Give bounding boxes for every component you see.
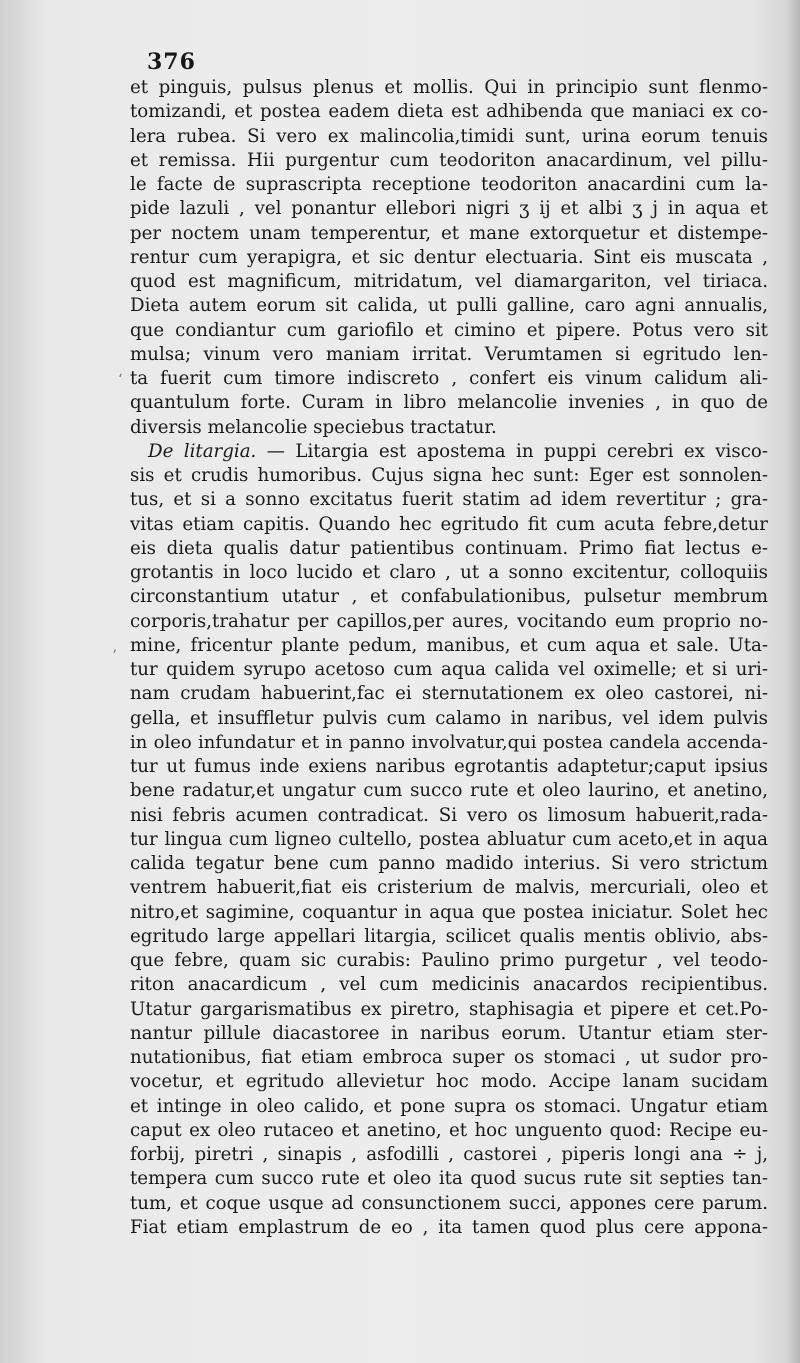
text-line: nam crudam habuerint,fac ei sternutationem ex oleo castorei, ni- xyxy=(130,683,768,705)
section-title: De litargia. xyxy=(148,440,257,462)
text-line: quantulum forte. Curam in libro melancolie invenies , in quo de xyxy=(130,392,768,414)
text-line: rentur cum yerapigra, et sic dentur electuaria. Sint eis muscata , xyxy=(130,246,768,268)
text-line: forbij, piretri , sinapis , asfodilli , castorei , piperis longi ana ÷ j, xyxy=(130,1144,768,1165)
text-line: corporis,trahatur per capillos,per aures, vocitando eum proprio no- xyxy=(130,610,768,632)
text-line: ventrem habuerit,fiat eis cristerium de malvis, mercuriali, oleo et xyxy=(130,877,768,899)
text-line: mine, fricentur plante pedum, manibus, et cum aqua et sale. Uta- xyxy=(130,634,768,656)
text-line: tur ut fumus inde exiens naribus egrotantis adaptetur;caput ipsius xyxy=(130,756,768,777)
text-line: eis dieta qualis datur patientibus continuam. Primo fiat lectus e- xyxy=(130,537,768,559)
text-line: tur lingua cum ligneo cultello, postea abluatur cum aceto,et in aqua xyxy=(130,828,768,850)
text-line: bene radatur,et ungatur cum succo rute et oleo laurino, et anetino, xyxy=(130,780,768,802)
section-heading-line xyxy=(130,440,768,464)
text-line: nisi febris acumen contradicat. Si vero os limosum habuerit,rada- xyxy=(130,804,768,826)
text-line: riton anacardicum , vel cum medicinis anacardos recipientibus. xyxy=(130,974,768,996)
text-line: et pinguis, pulsus plenus et mollis. Qui in principio sunt flenmo- xyxy=(130,77,768,98)
text-line: ta fuerit cum timore indiscreto , confert eis vinum calidum ali- xyxy=(130,368,768,389)
text-line: le facte de suprascripta receptione teodoriton anacardini cum la- xyxy=(130,174,768,195)
text-line: tus, et si a sonno excitatus fuerit statim ad idem revertitur ; gra- xyxy=(130,489,768,511)
text-line: nutationibus, fiat etiam embroca super os stomaci , ut sudor pro- xyxy=(130,1047,768,1068)
page-edge-shadow xyxy=(786,0,800,1363)
text-line: Utatur gargarismatibus ex piretro, staphisagia et pipere et cet.Po- xyxy=(130,998,768,1020)
text-line: vitas etiam capitis. Quando hec egritudo fit cum acuta febre,detur xyxy=(130,513,768,535)
text-line: lera rubea. Si vero ex malincolia,timidi sunt, urina eorum tenuis xyxy=(130,125,768,147)
page-number: 376 xyxy=(147,49,196,75)
text-line: Fiat etiam emplastrum de eo , ita tamen quod plus cere appona- xyxy=(130,1216,768,1238)
text-line: pide lazuli , vel ponantur ellebori nigri ʒ ij et albi ʒ j in aqua et xyxy=(130,198,768,220)
margin-speck: ʻ xyxy=(118,372,123,388)
text-line: circonstantium utatur , et confabulationibus, pulsetur membrum xyxy=(130,586,768,608)
text-line: caput ex oleo rutaceo et anetino, et hoc unguento quod: Recipe eu- xyxy=(130,1119,768,1141)
body-text xyxy=(130,76,768,1240)
text-line: sis et crudis humoribus. Cujus signa hec sunt: Eger est sonnolen- xyxy=(130,465,768,486)
text-line: nantur pillule diacastoree in naribus eorum. Utantur etiam ster- xyxy=(130,1022,768,1044)
text-line-segment: Litargia est apostema in puppi cerebri ex visco- xyxy=(295,440,768,462)
text-line: grotantis in loco lucido et claro , ut a sonno excitentur, colloquiis xyxy=(130,562,768,583)
heading-dash: — xyxy=(266,440,285,462)
text-line: quod est magnificum, mitridatum, vel diamargariton, vel tiriaca. xyxy=(130,271,768,292)
text-line: tum, et coque usque ad consunctionem succi, appones cere parum. xyxy=(130,1192,768,1214)
text-line: que febre, quam sic curabis: Paulino primo purgetur , vel teodo- xyxy=(130,950,768,971)
text-line: tur quidem syrupo acetoso cum aqua calida vel oximelle; et si uri- xyxy=(130,659,768,680)
text-line: per noctem unam temperentur, et mane extorquetur et distempe- xyxy=(130,222,768,244)
text-line: mulsa; vinum vero maniam irritat. Verumtamen si egritudo len- xyxy=(130,343,768,365)
text-line: nitro,et sagimine, coquantur in aqua que postea iniciatur. Solet hec xyxy=(130,901,768,923)
text-line: tempera cum succo rute et oleo ita quod sucus rute sit septies tan- xyxy=(130,1168,768,1190)
text-line: egritudo large appellari litargia, scilicet qualis mentis oblivio, abs- xyxy=(130,925,768,947)
text-line: tomizandi, et postea eadem dieta est adhibenda que maniaci ex co- xyxy=(130,101,768,123)
text-line: et intinge in oleo calido, et pone supra os stomaci. Ungatur etiam xyxy=(130,1095,768,1117)
text-line: diversis melancolie speciebus tractatur. xyxy=(130,416,497,438)
text-line: que condiantur cum gariofilo et cimino et pipere. Potus vero sit xyxy=(130,319,768,341)
text-line: in oleo infundatur et in panno involvatur,qui postea candela accenda- xyxy=(130,731,768,753)
text-line: et remissa. Hii purgentur cum teodoriton anacardinum, vel pillu- xyxy=(130,149,768,171)
margin-speck: ʼ xyxy=(112,648,117,664)
text-line: gella, et insuffletur pulvis cum calamo in naribus, vel idem pulvis xyxy=(130,707,768,729)
text-line: vocetur, et egritudo allevietur hoc modo. Accipe lanam sucidam xyxy=(130,1071,768,1093)
text-line: Dieta autem eorum sit calida, ut pulli galline, caro agni annualis, xyxy=(130,295,768,317)
text-line: calida tegatur bene cum panno madido interius. Si vero strictum xyxy=(130,853,768,874)
